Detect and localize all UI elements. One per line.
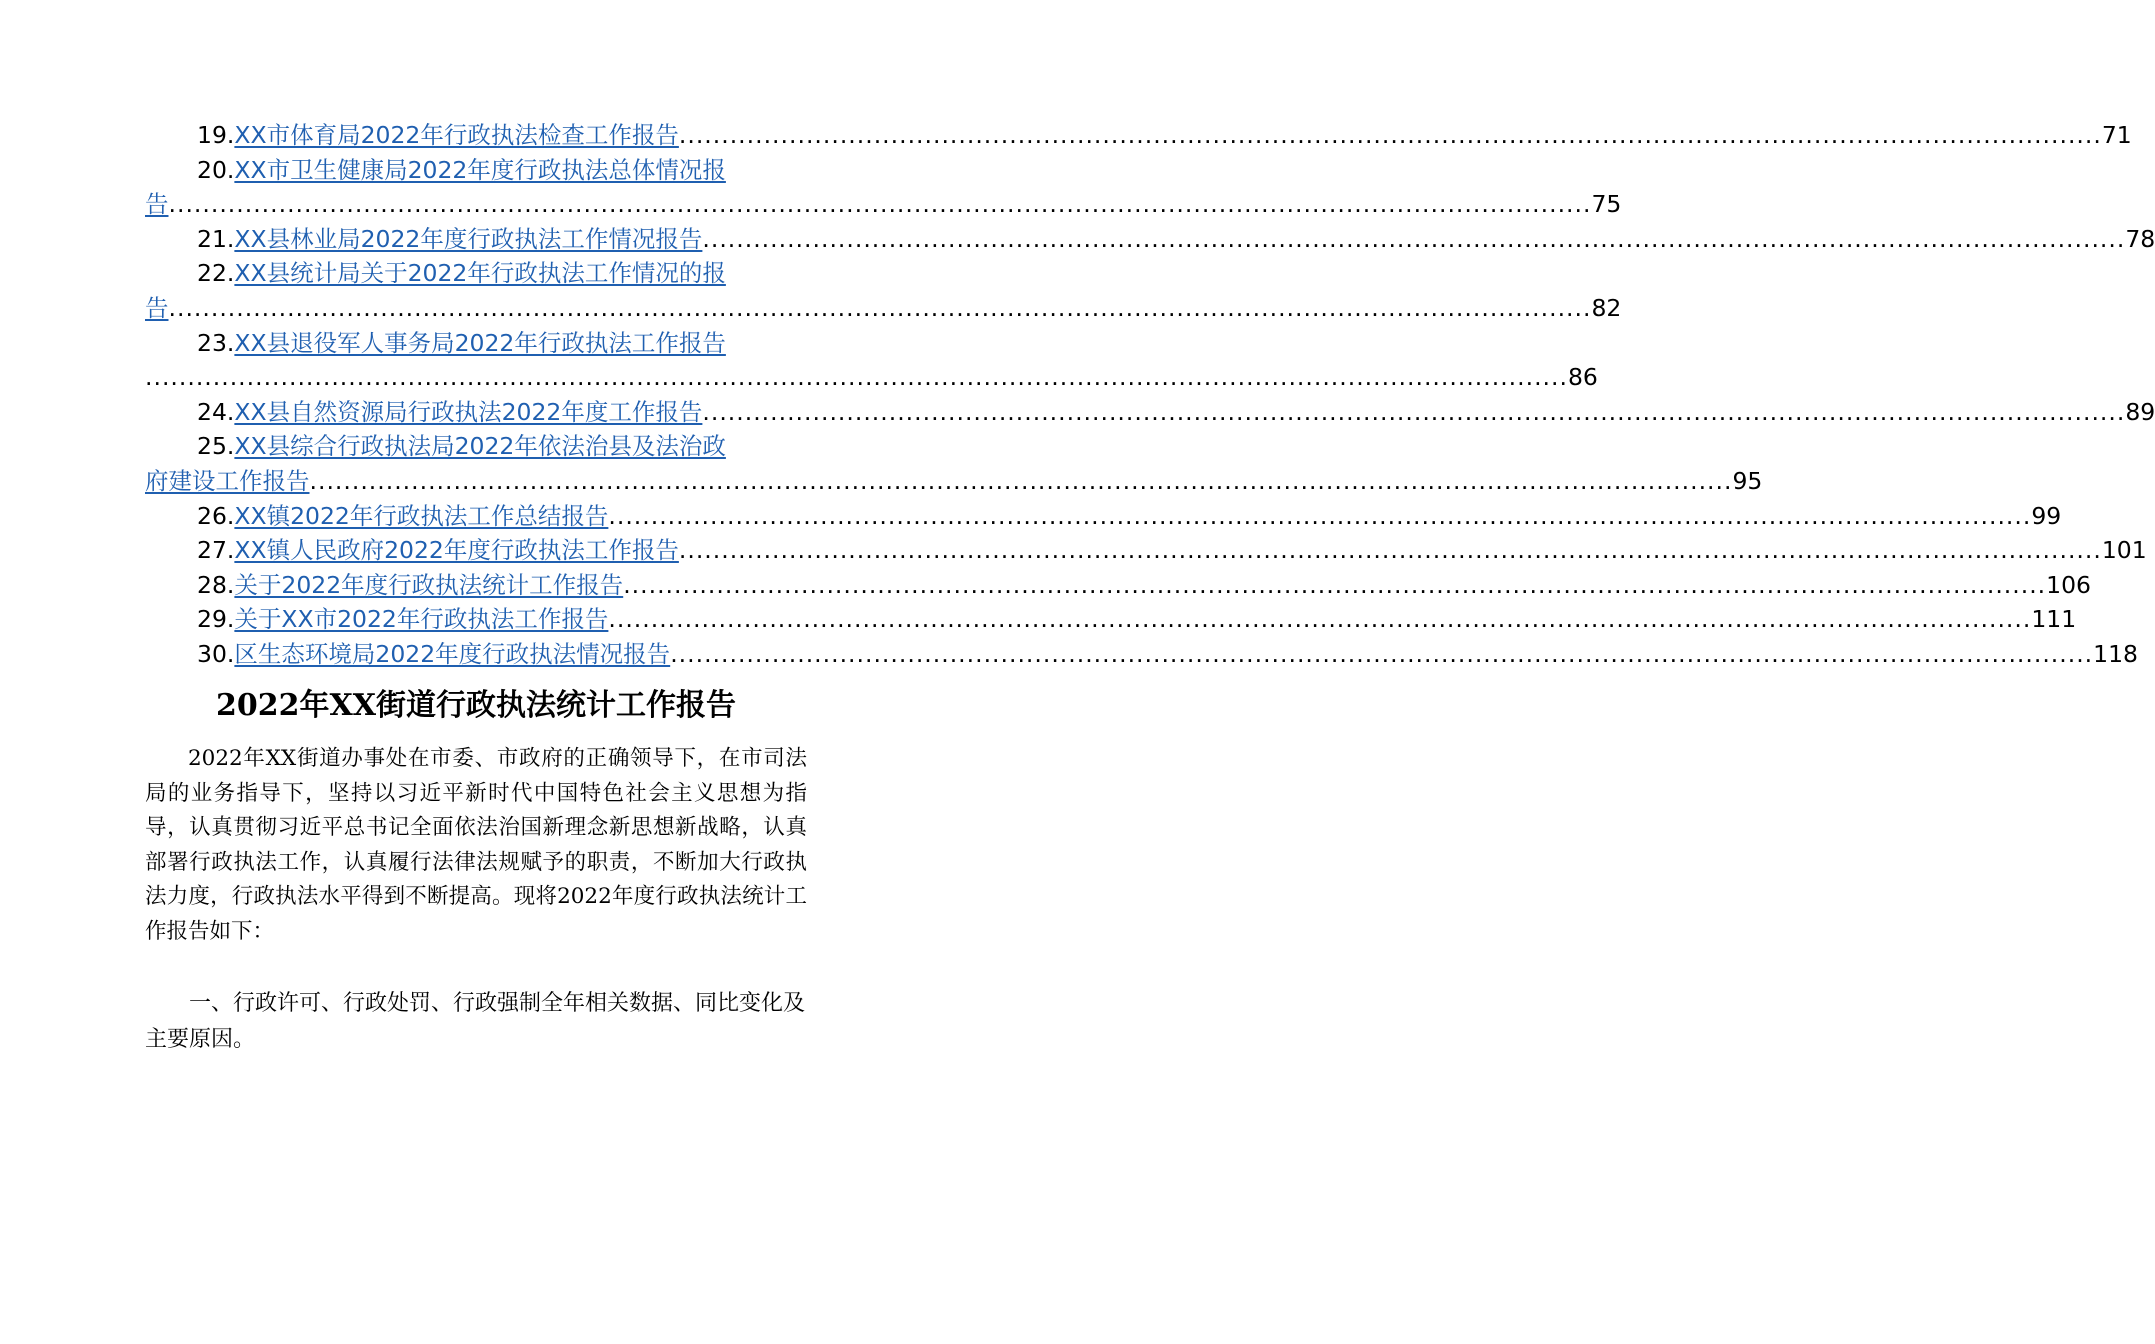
toc-entry-30[interactable]	[145, 637, 2139, 672]
toc-link-continuation[interactable]: 告	[145, 293, 169, 322]
toc-leader	[679, 118, 2102, 153]
toc-entry-22[interactable]	[145, 256, 1622, 325]
toc-page-number: 75	[1591, 190, 1622, 219]
toc-page-number: 101	[2101, 536, 2147, 565]
toc-page-number: 86	[1567, 363, 1598, 392]
toc-leader	[702, 222, 2125, 257]
toc-entry-25[interactable]	[145, 429, 1763, 498]
toc-entry-21[interactable]	[145, 222, 2155, 257]
toc-leader	[670, 637, 2093, 672]
toc-link[interactable]: XX县统计局关于2022年行政执法工作情况的报	[234, 259, 726, 288]
toc-page-number: 89	[2125, 397, 2155, 426]
toc-link[interactable]: XX县综合行政执法局2022年依法治县及法治政	[234, 432, 726, 461]
toc-leader	[702, 395, 2125, 430]
toc-entry-24[interactable]	[145, 395, 2155, 430]
toc-link[interactable]: XX镇2022年行政执法工作总结报告	[234, 501, 609, 530]
toc-link[interactable]: XX县自然资源局行政执法2022年度工作报告	[234, 397, 703, 426]
toc-number: 20.	[197, 155, 235, 184]
toc-link[interactable]: 关于2022年度行政执法统计工作报告	[234, 570, 624, 599]
toc-link[interactable]: XX县林业局2022年度行政执法工作情况报告	[234, 224, 703, 253]
toc-number: 24.	[197, 397, 235, 426]
table-of-contents	[145, 118, 2155, 672]
toc-leader	[310, 464, 1733, 499]
toc-number: 21.	[197, 224, 235, 253]
toc-entry-23[interactable]	[145, 326, 1598, 395]
toc-entry-19[interactable]	[145, 118, 2132, 153]
toc-entry-27[interactable]	[145, 533, 2147, 568]
toc-link[interactable]: XX镇人民政府2022年度行政执法工作报告	[234, 536, 679, 565]
toc-number: 29.	[197, 605, 235, 634]
body-paragraph: 2022年XX街道办事处在市委、市政府的正确领导下，在市司法局的业务指导下，坚持以习近平新时代中国特色社会主义思想为指导，认真贯彻习近平总书记全面依法治国新理念新思想新战略，认真部署行政执法工作，认真履行法律法规赋予的职责，不断加大行政执法力度，行政执法水平得到不断提高。现将2022年度行政执法统计工作报告如下：	[145, 746, 807, 944]
toc-leader	[608, 499, 2031, 534]
toc-page-number: 99	[2031, 501, 2062, 530]
toc-page-number: 118	[2093, 639, 2139, 668]
toc-page-number: 78	[2125, 224, 2155, 253]
toc-link[interactable]: XX市体育局2022年行政执法检查工作报告	[234, 121, 679, 149]
toc-link-continuation[interactable]: 府建设工作报告	[145, 466, 310, 495]
toc-number: 30.	[197, 639, 235, 668]
toc-leader	[608, 602, 2031, 637]
document-title: 2022年XX街道行政执法统计工作报告	[215, 688, 737, 723]
toc-number: 22.	[197, 259, 235, 288]
toc-link-continuation[interactable]: 告	[145, 190, 169, 219]
toc-entry-20[interactable]	[145, 153, 1622, 222]
toc-number: 25.	[197, 432, 235, 461]
toc-link[interactable]: XX县退役军人事务局2022年行政执法工作报告	[234, 328, 726, 357]
toc-page-number: 95	[1732, 466, 1763, 495]
toc-leader	[623, 568, 2046, 603]
toc-leader	[169, 291, 1592, 326]
toc-number: 27.	[197, 536, 235, 565]
toc-entry-29[interactable]	[145, 602, 2077, 637]
toc-page-number: 106	[2046, 570, 2092, 599]
toc-link[interactable]: 区生态环境局2022年度行政执法情况报告	[234, 639, 671, 668]
toc-leader	[169, 187, 1592, 222]
toc-entry-26[interactable]	[145, 499, 2062, 534]
toc-link[interactable]: XX市卫生健康局2022年度行政执法总体情况报	[234, 155, 726, 184]
toc-number: 28.	[197, 570, 235, 599]
toc-page-number: 71	[2101, 121, 2132, 149]
toc-number: 19.	[197, 121, 235, 149]
toc-number: 26.	[197, 501, 235, 530]
section-heading: 一、行政许可、行政处罚、行政强制全年相关数据、同比变化及主要原因。	[145, 991, 806, 1052]
toc-page-number: 82	[1591, 293, 1622, 322]
toc-leader	[679, 533, 2102, 568]
toc-page-number: 111	[2031, 605, 2077, 634]
toc-leader	[145, 360, 1568, 395]
toc-entry-28[interactable]	[145, 568, 2092, 603]
toc-number: 23.	[197, 328, 235, 357]
toc-link[interactable]: 关于XX市2022年行政执法工作报告	[234, 605, 609, 634]
